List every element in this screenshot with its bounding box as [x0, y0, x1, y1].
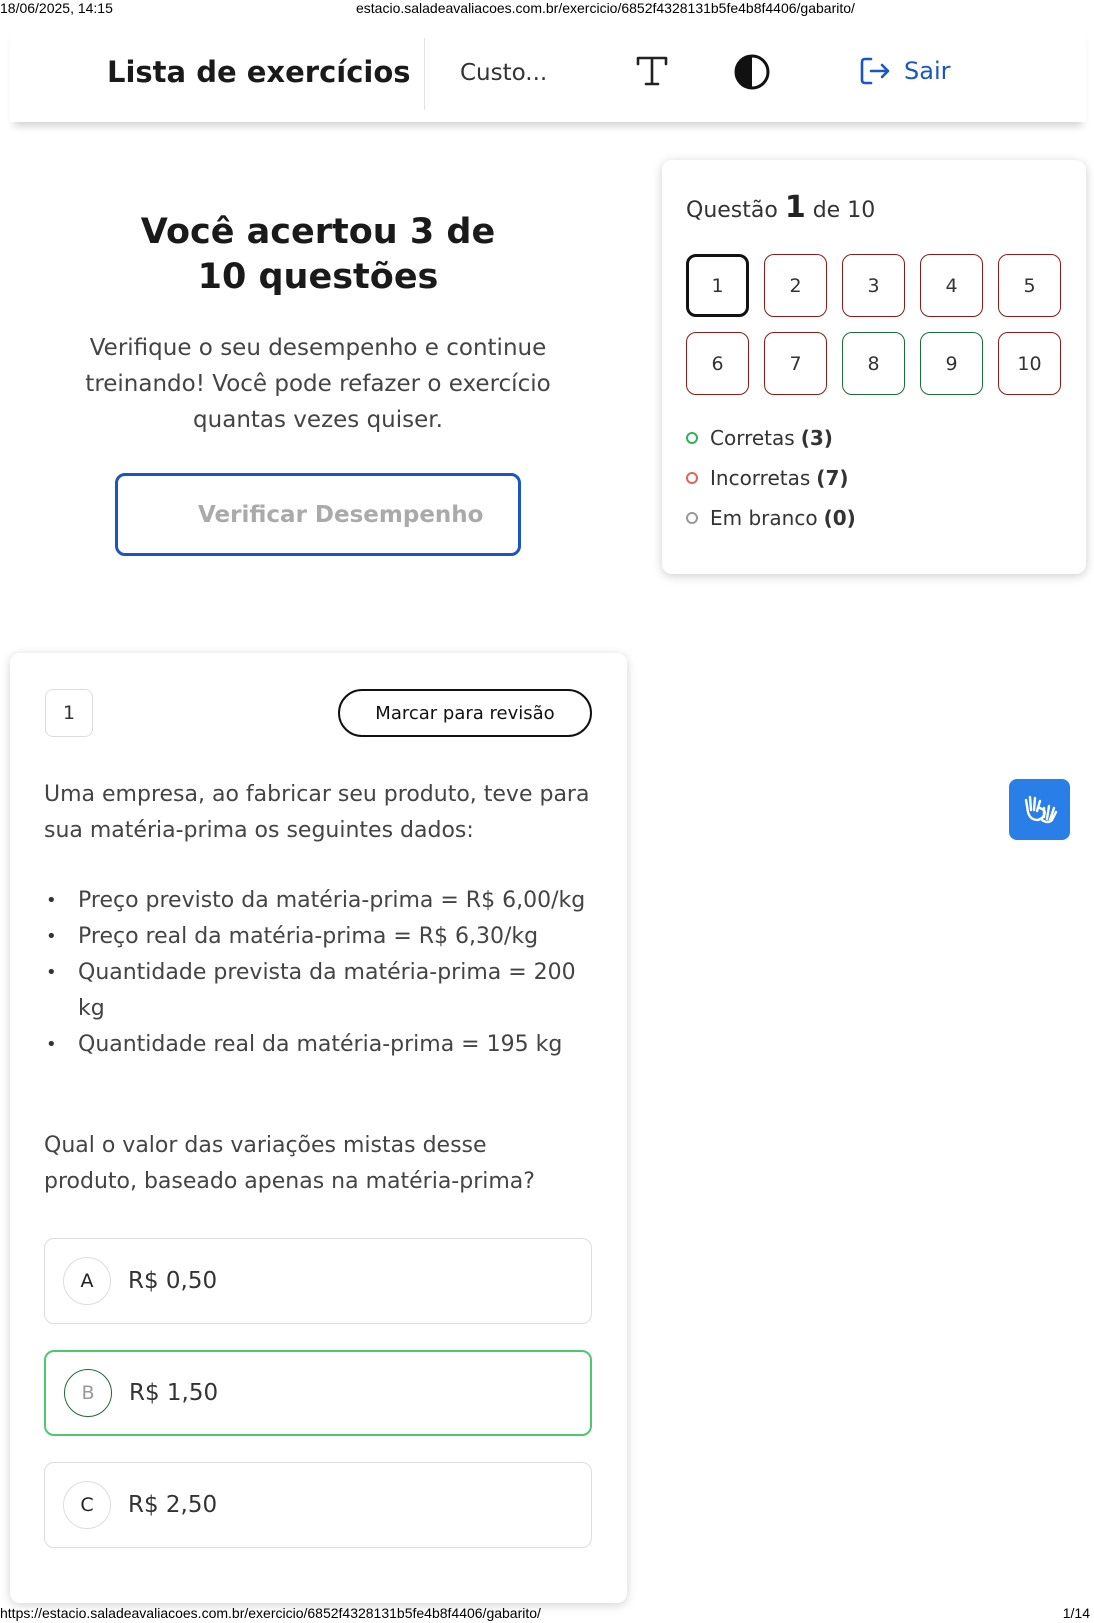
navigator-title: [686, 190, 875, 225]
result-title: Você acertou 3 de 10 questões: [140, 212, 496, 297]
list-item: [44, 1027, 600, 1063]
list-item-text: Quantidade real da matéria-prima = 195 kg: [78, 1032, 563, 1057]
legend-incorrect: [686, 458, 856, 498]
navigator-suffix: de 10: [812, 198, 876, 223]
list-item: [44, 955, 600, 1027]
list-item-text: Preço previsto da matéria-prima = R$ 6,00/kg: [78, 888, 586, 913]
legend-blank: [686, 498, 856, 538]
option-b[interactable]: [44, 1350, 592, 1436]
legend-correct-label: Corretas: [710, 426, 795, 450]
contrast-icon[interactable]: [732, 52, 772, 92]
result-summary: [20, 210, 616, 438]
print-header: [0, 0, 1094, 18]
option-letter: C: [63, 1481, 111, 1529]
list-item-text: Preço real da matéria-prima = R$ 6,30/kg: [78, 924, 539, 949]
option-value: R$ 2,50: [128, 1492, 218, 1518]
incorrect-dot-icon: [686, 472, 698, 484]
print-datetime: 18/06/2025, 14:15: [0, 0, 113, 16]
navigator-current: 1: [784, 190, 806, 225]
legend-incorrect-count: (7): [816, 466, 849, 490]
legend-correct-count: (3): [800, 426, 833, 450]
course-name[interactable]: Custo...: [460, 60, 548, 86]
font-size-icon[interactable]: [632, 50, 672, 90]
logout-icon: [858, 54, 892, 88]
question-navigator: [662, 160, 1086, 574]
question-number: 1: [45, 689, 93, 737]
print-footer: [0, 1603, 1094, 1623]
option-letter: A: [63, 1257, 111, 1305]
option-c[interactable]: [44, 1462, 592, 1548]
option-letter: B: [64, 1369, 112, 1417]
navigator-legend: [686, 418, 856, 538]
option-a[interactable]: [44, 1238, 592, 1324]
result-subtitle: Verifique o seu desempenho e continue treinando! Você pode refazer o exercício quantas vezes quiser.: [85, 335, 551, 433]
option-value: R$ 0,50: [128, 1268, 218, 1294]
page-title: Lista de exercícios: [107, 55, 411, 89]
top-header: [10, 28, 1086, 122]
question-data-list: [44, 883, 600, 1063]
question-button-8[interactable]: 8: [842, 332, 905, 395]
sign-language-icon: [1020, 790, 1060, 830]
header-divider: [424, 38, 425, 110]
list-item-text: Quantidade prevista da matéria-prima = 200 kg: [78, 960, 576, 1021]
question-statement: Uma empresa, ao fabricar seu produto, teve para sua matéria-prima os seguintes dados:: [44, 782, 590, 843]
print-page-number: 1/14: [1062, 1605, 1090, 1621]
navigator-prefix: Questão: [686, 198, 778, 223]
legend-correct: [686, 418, 856, 458]
question-button-9[interactable]: 9: [920, 332, 983, 395]
correct-dot-icon: [686, 432, 698, 444]
legend-blank-label: Em branco: [710, 506, 818, 530]
question-card: [10, 653, 627, 1603]
question-grid: [686, 254, 1061, 395]
legend-incorrect-label: Incorretas: [710, 466, 811, 490]
question-button-3[interactable]: 3: [842, 254, 905, 317]
legend-blank-count: (0): [823, 506, 856, 530]
list-item: [44, 883, 600, 919]
print-url-top: estacio.saladeavaliacoes.com.br/exercicio/6852f4328131b5fe4b8f4406/gabarito/: [356, 0, 855, 16]
logout-label: Sair: [904, 57, 951, 85]
list-item: [44, 919, 600, 955]
verify-performance-button[interactable]: Verificar Desempenho: [115, 473, 521, 556]
question-button-4[interactable]: 4: [920, 254, 983, 317]
blank-dot-icon: [686, 512, 698, 524]
logout-button[interactable]: [858, 54, 950, 88]
question-button-7[interactable]: 7: [764, 332, 827, 395]
question-button-2[interactable]: 2: [764, 254, 827, 317]
mark-review-button[interactable]: Marcar para revisão: [338, 689, 592, 737]
print-url-bottom: https://estacio.saladeavaliacoes.com.br/exercicio/6852f4328131b5fe4b8f4406/gabarito/: [0, 1605, 541, 1621]
question-button-10[interactable]: 10: [998, 332, 1061, 395]
option-value: R$ 1,50: [129, 1380, 219, 1406]
question-button-6[interactable]: 6: [686, 332, 749, 395]
accessibility-button[interactable]: [1009, 779, 1070, 840]
question-ask: Qual o valor das variações mistas desse produto, baseado apenas na matéria-prima?: [44, 1133, 535, 1194]
question-button-1[interactable]: 1: [686, 254, 749, 317]
question-button-5[interactable]: 5: [998, 254, 1061, 317]
